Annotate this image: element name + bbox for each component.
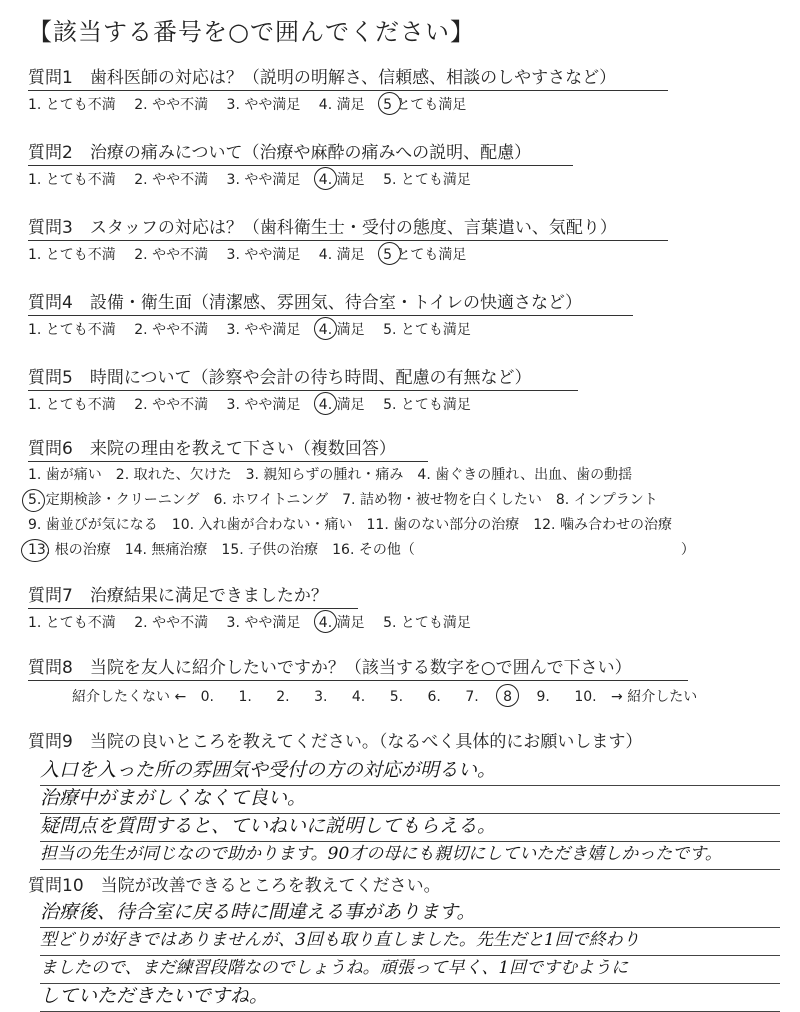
q8-score-7[interactable]: 7. — [465, 689, 479, 705]
question-7-underline — [28, 608, 358, 609]
q4-option-2[interactable]: 2. やや不満 — [134, 322, 209, 338]
q1-option-1[interactable]: 1. とても不満 — [28, 97, 116, 113]
question-3-options — [28, 240, 788, 266]
q8-score-1[interactable]: 1. — [238, 689, 252, 705]
question-6-options — [28, 461, 788, 563]
q8-right-label: → 紹介したい — [611, 689, 698, 705]
question-4-underline — [28, 315, 633, 316]
question-5-underline — [28, 390, 578, 391]
question-2-heading: 質問2 治療の痛みについて（治療や麻酔の痛みへの説明、配慮） — [28, 143, 532, 163]
question-10 — [28, 874, 788, 898]
answer-circle-mark — [314, 167, 337, 190]
answer-circle-mark — [496, 684, 519, 707]
q9-answer-line-4: 担当の先生が同じなので助かります。90才の母にも親切にしていただき嬉しかったです。 — [40, 842, 780, 870]
question-3-underline — [28, 240, 668, 241]
question-9-heading: 質問9 当院の良いところを教えてください。（なるべく具体的にお願いします） — [28, 732, 643, 752]
question-1-options — [28, 90, 788, 116]
question-1-heading: 質問1 歯科医師の対応は？（説明の明解さ、信頼感、相談のしやすさなど） — [28, 68, 617, 88]
question-5-heading: 質問5 時間について（診察や会計の待ち時間、配慮の有無など） — [28, 368, 532, 388]
answer-circle-mark — [314, 317, 337, 340]
question-7 — [28, 584, 788, 634]
question-2-underline — [28, 165, 573, 166]
q4-option-1[interactable]: 1. とても不満 — [28, 322, 116, 338]
q8-score-10[interactable]: 10. — [574, 689, 597, 705]
question-6 — [28, 437, 788, 563]
q3-option-4[interactable]: 4. 満足 — [318, 247, 365, 263]
question-4-options — [28, 315, 788, 341]
q8-score-6[interactable]: 6. — [427, 689, 441, 705]
q8-score-2[interactable]: 2. — [276, 689, 290, 705]
question-8-scale — [28, 680, 788, 708]
q3-option-3[interactable]: 3. やや満足 — [226, 247, 301, 263]
q3-option-5[interactable]: 5 とても満足 — [383, 244, 466, 266]
q7-option-4[interactable]: 4. 満足 — [319, 612, 365, 634]
q5-option-2[interactable]: 2. やや不満 — [134, 397, 209, 413]
q8-score-4[interactable]: 4. — [351, 689, 366, 705]
q9-answer-line-1: 入口を入った所の雰囲気や受付の方の対応が明るい。 — [40, 758, 780, 786]
question-10-answer-area[interactable] — [40, 900, 780, 1012]
q6-line-3[interactable]: 9. 歯並びが気になる 10. 入れ歯が合わない・痛い 11. 歯のない部分の治療 12. 噛み合わせの治療 — [28, 517, 672, 533]
survey-title: 【該当する番号を○で囲んでください】 — [28, 18, 475, 46]
q8-score-3[interactable]: 3. — [314, 689, 328, 705]
q2-option-5[interactable]: 5. とても満足 — [383, 172, 471, 188]
question-2 — [28, 141, 788, 191]
q1-option-4[interactable]: 4. 満足 — [318, 97, 365, 113]
q8-score-5[interactable]: 5. — [389, 689, 404, 705]
q3-option-1[interactable]: 1. とても不満 — [28, 247, 116, 263]
q7-option-5[interactable]: 5. とても満足 — [383, 615, 471, 631]
q7-option-1[interactable]: 1. とても不満 — [28, 615, 116, 631]
question-1 — [28, 66, 788, 116]
q9-answer-line-3: 疑問点を質問すると、ていねいに説明してもらえる。 — [40, 814, 780, 842]
q6-line-2[interactable]: 5. 定期検診・クリーニング 6. ホワイトニング 7. 詰め物・被せ物を白くしたい 8. インプラント — [28, 488, 788, 513]
question-9 — [28, 730, 788, 754]
answer-circle-mark — [378, 92, 401, 115]
q1-option-3[interactable]: 3. やや満足 — [226, 97, 301, 113]
q10-answer-line-1: 治療後、待合室に戻る時に間違える事があります。 — [40, 900, 780, 928]
q2-option-2[interactable]: 2. やや不満 — [134, 172, 209, 188]
question-5-options — [28, 390, 788, 416]
answer-circle-mark — [314, 610, 337, 633]
question-3-heading: 質問3 スタッフの対応は？（歯科衛生士・受付の態度、言葉遣い、気配り） — [28, 218, 617, 238]
question-3 — [28, 216, 788, 266]
answer-circle-mark — [21, 539, 49, 562]
q5-option-5[interactable]: 5. とても満足 — [383, 397, 471, 413]
q3-option-2[interactable]: 2. やや不満 — [134, 247, 209, 263]
question-1-underline — [28, 90, 668, 91]
q4-option-5[interactable]: 5. とても満足 — [383, 322, 471, 338]
question-6-heading: 質問6 来院の理由を教えて下さい（複数回答） — [28, 439, 396, 459]
q8-left-label: 紹介したくない ← — [72, 689, 187, 705]
q10-answer-line-4: していただきたいですね。 — [40, 984, 780, 1012]
q2-option-1[interactable]: 1. とても不満 — [28, 172, 116, 188]
answer-circle-mark — [378, 242, 401, 265]
question-9-answer-area[interactable] — [40, 758, 780, 870]
q10-answer-line-2: 型どりが好きではありませんが、3回も取り直しました。先生だと1回で終わり — [40, 928, 780, 956]
question-7-options — [28, 608, 788, 634]
question-4-heading: 質問4 設備・衛生面（清潔感、雰囲気、待合室・トイレの快適さなど） — [28, 293, 582, 313]
q8-score-0[interactable]: 0. — [200, 689, 214, 705]
q5-option-3[interactable]: 3. やや満足 — [226, 397, 301, 413]
q2-option-3[interactable]: 3. やや満足 — [226, 172, 301, 188]
q8-score-8[interactable]: 8 — [503, 686, 512, 708]
q4-option-4[interactable]: 4. 満足 — [319, 319, 365, 341]
q6-line-4[interactable]: 13. 根の治療 14. 無痛治療 15. 子供の治療 16. その他（ ） — [28, 538, 788, 563]
question-6-underline — [28, 461, 428, 462]
q7-option-3[interactable]: 3. やや満足 — [226, 615, 301, 631]
question-10-heading: 質問10 当院が改善できるところを教えてください。 — [28, 876, 441, 896]
question-8-heading: 質問8 当院を友人に紹介したいですか？（該当する数字を○で囲んで下さい） — [28, 658, 632, 678]
answer-circle-mark — [22, 489, 45, 512]
q2-option-4[interactable]: 4. 満足 — [319, 169, 365, 191]
q5-option-1[interactable]: 1. とても不満 — [28, 397, 116, 413]
q7-option-2[interactable]: 2. やや不満 — [134, 615, 209, 631]
question-2-options — [28, 165, 788, 191]
question-7-heading: 質問7 治療結果に満足できましたか？ — [28, 586, 328, 606]
q1-option-5[interactable]: 5 とても満足 — [383, 94, 466, 116]
question-5 — [28, 366, 788, 416]
answer-circle-mark — [314, 392, 337, 415]
question-4 — [28, 291, 788, 341]
q5-option-4[interactable]: 4. 満足 — [319, 394, 365, 416]
q6-line-1[interactable]: 1. 歯が痛い 2. 取れた、欠けた 3. 親知らずの腫れ・痛み 4. 歯ぐきの腫れ、出血、歯の動揺 — [28, 467, 633, 483]
q9-answer-line-2: 治療中がまがしくなくて良い。 — [40, 786, 780, 814]
q10-answer-line-3: ましたので、まだ練習段階なのでしょうね。頑張って早く、1回ですむように — [40, 956, 780, 984]
q8-score-9[interactable]: 9. — [536, 689, 550, 705]
q1-option-2[interactable]: 2. やや不満 — [134, 97, 209, 113]
q4-option-3[interactable]: 3. やや満足 — [226, 322, 301, 338]
question-8-underline — [28, 680, 688, 681]
question-8 — [28, 656, 788, 708]
